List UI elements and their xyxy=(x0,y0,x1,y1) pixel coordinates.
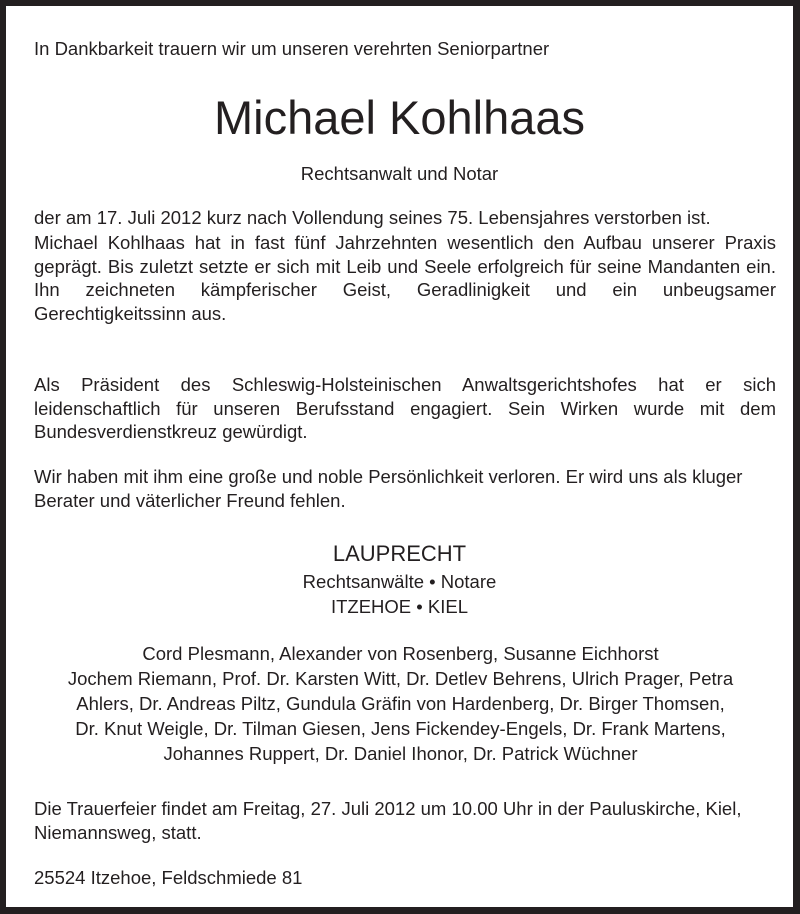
paragraph-presidency: Als Präsident des Schleswig-Holsteinischen Anwaltsgerichtshofes hat er sich leidenschaftlich für unseren Berufsstand engagiert. Sein Wirken wurde mit dem Bundesverdienstkreuz gewürdigt. xyxy=(34,374,776,442)
intro-line: In Dankbarkeit trauern wir um unseren verehrten Seniorpartner xyxy=(34,38,550,59)
partners-line: Johannes Ruppert, Dr. Daniel Ihonor, Dr. Patrick Wüchner xyxy=(163,743,638,764)
partners-line: Jochem Riemann, Prof. Dr. Karsten Witt, Dr. Detlev Behrens, Ulrich Prager, Petra xyxy=(67,668,734,689)
partners-line: Ahlers, Dr. Andreas Piltz, Gundula Gräfin von Hardenberg, Dr. Birger Thomsen, xyxy=(76,693,725,714)
firm-subtitle: Rechtsanwälte • Notare xyxy=(302,571,497,592)
partners-line: Cord Plesmann, Alexander von Rosenberg, Susanne Eichhorst xyxy=(142,643,659,664)
partners-list xyxy=(44,641,757,766)
paragraph-farewell: Wir haben mit ihm eine große und noble Persönlichkeit verloren. Er wird uns als kluger Berater und väterlicher Freund fehlen. xyxy=(34,466,743,511)
death-line: der am 17. Juli 2012 kurz nach Vollendung seines 75. Lebensjahres verstorben ist. xyxy=(34,207,711,228)
firm-address: 25524 Itzehoe, Feldschmiede 81 xyxy=(34,867,303,888)
deceased-role: Rechtsanwalt und Notar xyxy=(300,163,499,184)
deceased-name: Michael Kohlhaas xyxy=(214,91,585,144)
partners-line: Dr. Knut Weigle, Dr. Tilman Giesen, Jens Fickendey-Engels, Dr. Frank Martens, xyxy=(75,718,726,739)
funeral-info: Die Trauerfeier findet am Freitag, 27. Juli 2012 um 10.00 Uhr in der Pauluskirche, Kiel, Niemannsweg, statt. xyxy=(34,798,742,843)
obituary-notice xyxy=(6,6,793,907)
paragraph-legacy: Michael Kohlhaas hat in fast fünf Jahrzehnten wesentlich den Aufbau unserer Praxis geprägt. Bis zuletzt setzte er sich mit Leib und Seele erfolgreich für seine Mandanten ein. Ihn zeichneten kämpferischer Geist, Geradlinigkeit und ein unbeugsamer Gerechtigkeitssinn aus. xyxy=(34,232,776,324)
firm-cities: ITZEHOE • KIEL xyxy=(330,596,469,617)
firm-name: LAUPRECHT xyxy=(332,541,467,566)
